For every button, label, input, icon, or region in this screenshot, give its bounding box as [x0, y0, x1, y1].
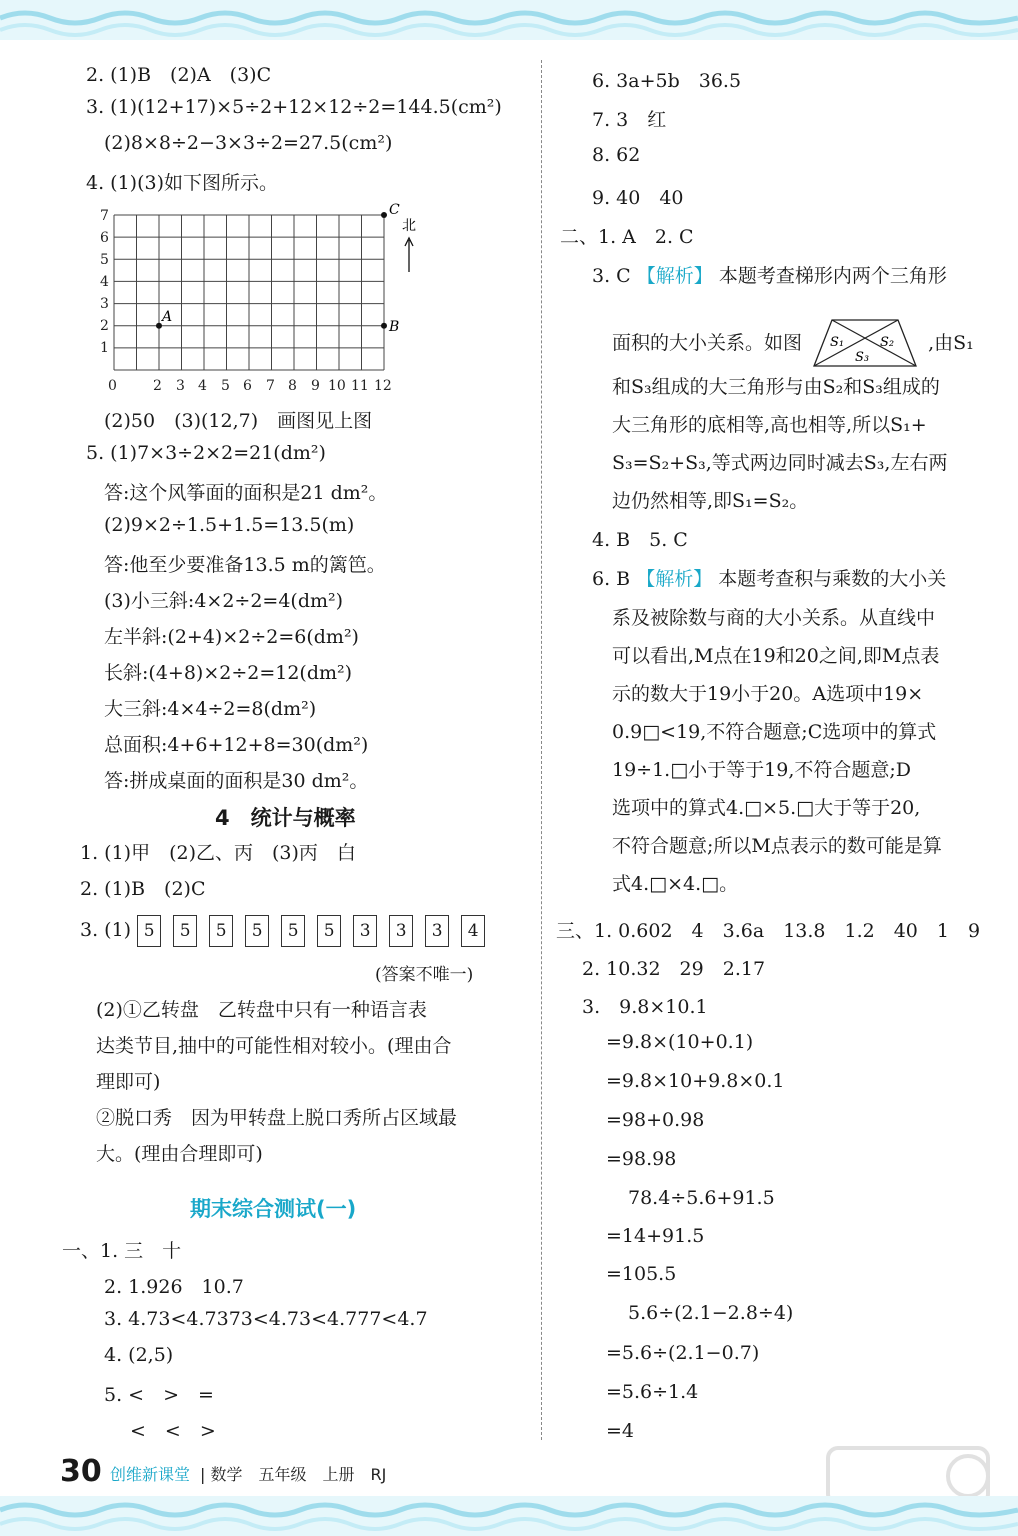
y-tick: 6: [100, 230, 109, 246]
answer-2: 2. (1)B (2)A (3)C: [86, 64, 272, 86]
y-tick: 2: [100, 318, 109, 334]
x-tick: 5: [221, 378, 230, 394]
exam-answer-4: 4. (2,5): [104, 1344, 174, 1366]
r-part2-3-text: 本题考查梯形内两个三角形: [718, 265, 947, 287]
x-tick: 8: [288, 378, 297, 394]
r-part2-6-l2: 系及被除数与商的大小关系。从直线中: [612, 607, 936, 629]
answer-4-2: (2)50 (3)(12,7) 画图见上图: [104, 410, 373, 432]
trap-s2: S₂: [880, 335, 895, 350]
answer-box: 3: [425, 915, 449, 947]
y-tick: 5: [100, 252, 109, 268]
r-part2-3-ans: 3. C: [592, 265, 631, 287]
trap-s1: S₁: [830, 335, 845, 350]
r-part3-3: 3. 9.8×10.1: [582, 996, 708, 1018]
calc-expr: 5.6÷(2.1−2.8÷4): [628, 1302, 794, 1324]
answer-box: 5: [209, 915, 233, 947]
stat-answer-3-2c: 理即可): [96, 1071, 161, 1093]
calc-step: =9.8×10+9.8×0.1: [606, 1070, 785, 1092]
answer-5-1-reply: 答:这个风筝面的面积是21 dm²。: [104, 482, 388, 504]
answer-box: 4: [461, 915, 485, 947]
y-tick: 4: [100, 274, 109, 290]
r-answer-9: 9. 40 40: [592, 187, 684, 209]
answer-box: 5: [173, 915, 197, 947]
answer-3-1: 3. (1)(12+17)×5÷2+12×12÷2=144.5(cm²): [86, 96, 502, 118]
r-part2-3-line3: 和S₃组成的大三角形与由S₂和S₃组成的: [612, 376, 940, 398]
answer-5-2-reply: 答:他至少要准备13.5 m的篱笆。: [104, 554, 386, 576]
answer-5-3: (3)小三斜:4×2÷2=4(dm²): [104, 590, 344, 612]
r-part2-6-l4: 示的数大于19小于20。A选项中19×: [612, 683, 924, 705]
answer-box: 5: [281, 915, 305, 947]
calc-step: =105.5: [606, 1263, 677, 1285]
coordinate-grid: [96, 200, 426, 400]
exam-answer-3: 3. 4.73<4.7373<4.73<4.777<4.7: [104, 1308, 428, 1330]
x-tick: 12: [374, 378, 392, 394]
r-part3-2: 2. 10.32 29 2.17: [582, 958, 766, 980]
calc-step: =98.98: [606, 1148, 677, 1170]
trapezoid-figure: [810, 316, 920, 372]
stat-answer-2: 2. (1)B (2)C: [80, 878, 206, 900]
point-b-label: B: [389, 319, 400, 335]
exam-title: 期末综合测试(一): [190, 1197, 357, 1221]
r-part2-6-l9: 式4.□×4.□。: [612, 873, 739, 895]
r-part2-6-l8: 不符合题意;所以M点表示的数可能是算: [612, 835, 942, 857]
r-part2-3-line4: 大三角形的底相等,高也相等,所以S₁+: [612, 414, 927, 436]
r-part2-6-text: 本题考查积与乘数的大小关: [718, 568, 947, 590]
exam-answer-5b: < < >: [130, 1420, 216, 1442]
note: (答案不唯一): [375, 965, 474, 985]
x-tick: 10: [328, 378, 346, 394]
column-divider: [541, 60, 542, 1440]
stat-answer-3-2a: (2)①乙转盘 乙转盘中只有一种语言表: [96, 999, 427, 1021]
calc-expr: 78.4÷5.6+91.5: [628, 1187, 775, 1209]
answer-5-3d: 大三斜:4×4÷2=8(dm²): [104, 698, 317, 720]
r-part2-6-l3: 可以看出,M点在19和20之间,即M点表: [612, 645, 940, 667]
bottom-wave-band: [0, 1496, 1018, 1536]
x-tick: 3: [176, 378, 185, 394]
stat-answer-3: [80, 915, 497, 947]
point-c-label: C: [389, 202, 400, 218]
x-tick: 0: [108, 378, 117, 394]
r-part2-3-line2-a: 面积的大小关系。如图: [612, 332, 803, 354]
x-tick: 2: [153, 378, 162, 394]
book-info: | 数学 五年级 上册 RJ: [200, 1465, 387, 1484]
answer-box: 3: [389, 915, 413, 947]
point-b: [381, 323, 387, 329]
r-part2-6-l5: 0.9□<19,不符合题意;C选项中的算式: [612, 721, 937, 743]
stat-answer-3-prefix: 3. (1): [80, 919, 132, 941]
point-a-label: A: [162, 309, 173, 325]
page-number: 30: [60, 1454, 102, 1489]
trap-s3: S₃: [855, 350, 870, 365]
analysis-tag: 【解析】: [636, 568, 713, 590]
stat-answer-3-2e: 大。(理由合理即可): [96, 1143, 263, 1165]
calc-step: =14+91.5: [606, 1225, 705, 1247]
answer-5-3e: 总面积:4+6+12+8=30(dm²): [104, 734, 369, 756]
answer-3-2: (2)8×8÷2−3×3÷2=27.5(cm²): [104, 132, 393, 154]
analysis-tag: 【解析】: [636, 265, 713, 287]
answer-box: 5: [317, 915, 341, 947]
r-part2-6-l6: 19÷1.□小于等于19,不符合题意;D: [612, 759, 912, 781]
top-wave-band: [0, 0, 1018, 40]
r-part2-3-line5: S₃=S₂+S₃,等式两边同时减去S₃,左右两: [612, 452, 948, 474]
r-answer-6: 6. 3a+5b 36.5: [592, 70, 742, 92]
answer-5-2: (2)9×2÷1.5+1.5=13.5(m): [104, 514, 355, 536]
answer-box: 3: [353, 915, 377, 947]
brand-name: 创维新课堂: [110, 1465, 191, 1484]
y-tick: 1: [100, 340, 109, 356]
y-tick: 7: [100, 208, 109, 224]
r-part2-3-line6: 边仍然相等,即S₁=S₂。: [612, 490, 809, 512]
r-part2-6-ans: 6. B: [592, 568, 631, 590]
r-part2-6-l7: 选项中的算式4.□×5.□大于等于20,: [612, 797, 921, 819]
stat-answer-3-2b: 达类节目,抽中的可能性相对较小。(理由合: [96, 1035, 452, 1057]
y-tick: 3: [100, 296, 109, 312]
r-answer-8: 8. 62: [592, 144, 641, 166]
answer-box: 5: [137, 915, 161, 947]
x-tick: 6: [243, 378, 252, 394]
stat-answer-1: 1. (1)甲 (2)乙、丙 (3)丙 白: [80, 842, 356, 864]
exam-answer-5: 5. < > =: [104, 1384, 214, 1406]
r-part2-3-line2-b: ,由S₁: [928, 332, 974, 354]
answer-5-3-reply: 答:拼成桌面的面积是30 dm²。: [104, 770, 369, 792]
r-part2-3: [592, 261, 947, 288]
answer-5-1: 5. (1)7×3÷2×2=21(dm²): [86, 442, 326, 464]
answer-4: 4. (1)(3)如下图所示。: [86, 172, 278, 194]
answer-box: 5: [245, 915, 269, 947]
north-label: 北: [402, 218, 416, 234]
r-part2-4: 4. B 5. C: [592, 529, 688, 551]
calc-step: =5.6÷1.4: [606, 1381, 699, 1403]
section-title: 4 统计与概率: [215, 806, 356, 830]
answer-5-3b: 左半斜:(2+4)×2÷2=6(dm²): [104, 626, 359, 648]
calc-step: =5.6÷(2.1−0.7): [606, 1342, 760, 1364]
x-tick: 7: [266, 378, 275, 394]
answer-5-3c: 长斜:(4+8)×2÷2=12(dm²): [104, 662, 353, 684]
calc-step: =98+0.98: [606, 1109, 705, 1131]
r-part2-1: 二、1. A 2. C: [560, 226, 694, 248]
point-c: [381, 212, 387, 218]
r-part2-6: [592, 564, 946, 591]
calc-step: =9.8×(10+0.1): [606, 1031, 754, 1053]
exam-answer-2: 2. 1.926 10.7: [104, 1276, 244, 1298]
r-part3-1: 三、1. 0.602 4 3.6a 13.8 1.2 40 1 9: [556, 920, 981, 942]
exam-answer-1: 一、1. 三 十: [62, 1240, 182, 1262]
x-tick: 11: [351, 378, 369, 394]
stat-answer-3-2d: ②脱口秀 因为甲转盘上脱口秀所占区域最: [96, 1107, 458, 1129]
r-part2-3-line2: [612, 316, 974, 372]
x-tick: 4: [198, 378, 207, 394]
calc-step: =4: [606, 1420, 635, 1442]
x-tick: 9: [311, 378, 320, 394]
north-arrow-icon: [405, 238, 413, 272]
r-answer-7: 7. 3 红: [592, 109, 667, 131]
